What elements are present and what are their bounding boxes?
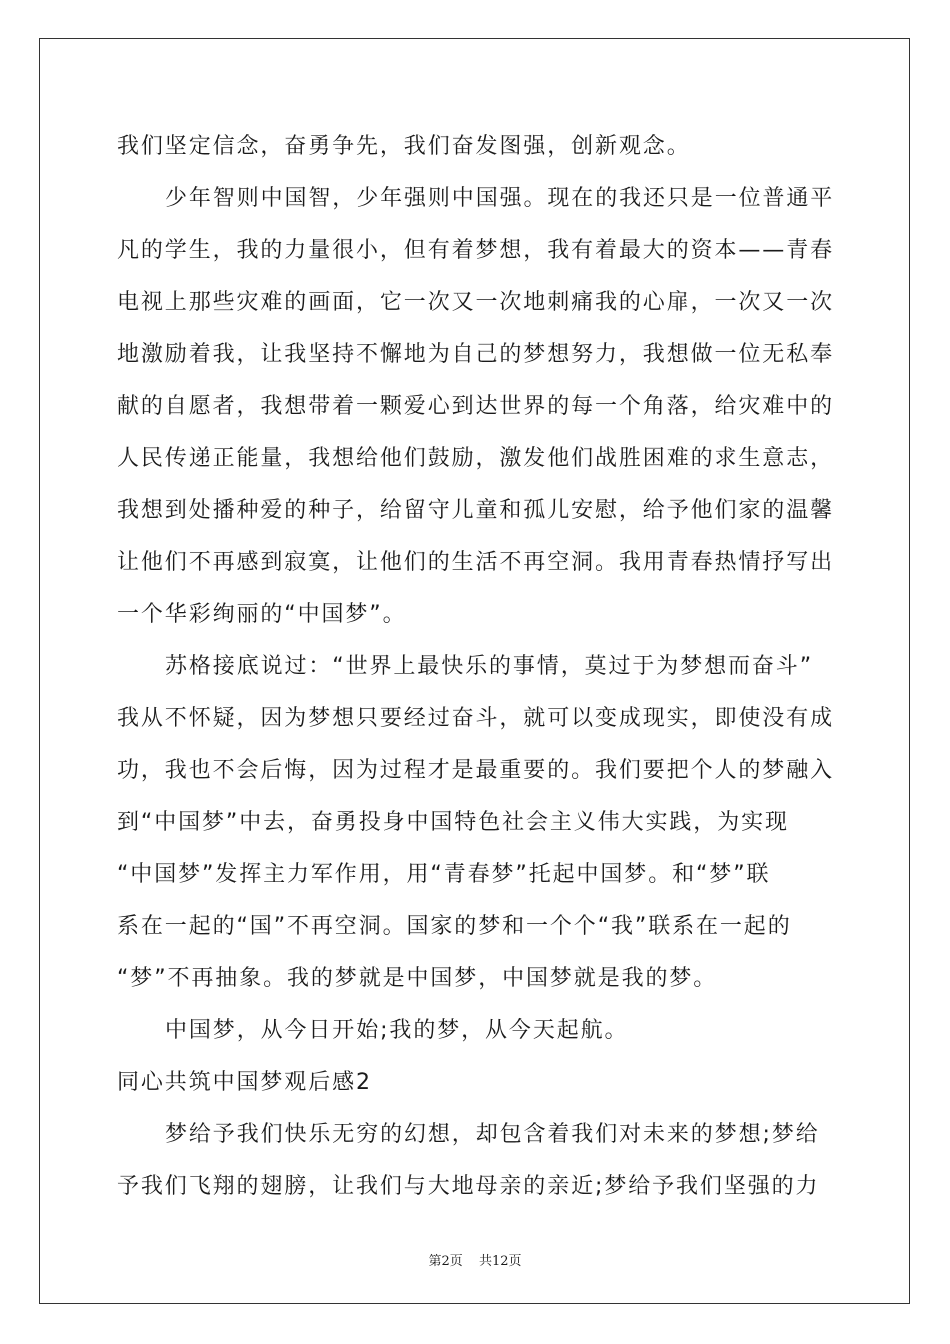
page-footer	[0, 1250, 950, 1269]
section-heading: 同心共筑中国梦观后感2	[117, 1070, 372, 1095]
paragraph-start-line: 梦给予我们快乐无穷的幻想，却包含着我们对未来的梦想;梦给	[165, 1122, 820, 1147]
text-line-14: 到“中国梦”中去，奋勇投身中国特色社会主义伟大实践，为实现	[117, 810, 789, 835]
text-line-9: 让他们不再感到寂寞，让他们的生活不再空洞。我用青春热情抒写出	[117, 550, 835, 575]
text-line-13: 功，我也不会后悔，因为过程才是最重要的。我们要把个人的梦融入	[117, 758, 835, 783]
text-line-1: 我们坚定信念，奋勇争先，我们奋发图强，创新观念。	[117, 134, 691, 159]
text-line-10: 一个华彩绚丽的“中国梦”。	[117, 602, 407, 627]
text-line-15: “中国梦”发挥主力军作用，用“青春梦”托起中国梦。和“梦”联	[117, 862, 771, 887]
text-line-12: 我从不怀疑，因为梦想只要经过奋斗，就可以变成现实，即使没有成	[117, 706, 835, 731]
text-line-7: 人民传递正能量，我想给他们鼓励，激发他们战胜困难的求生意志，	[117, 446, 835, 471]
text-line-5: 地激励着我，让我坚持不懈地为自己的梦想努力，我想做一位无私奉	[117, 342, 835, 367]
page-number: 第2页	[428, 1254, 463, 1269]
text-line-8: 我想到处播种爱的种子，给留守儿童和孤儿安慰，给予他们家的温馨	[117, 498, 835, 523]
text-line-3: 凡的学生，我的力量很小，但有着梦想，我有着最大的资本——青春	[117, 238, 835, 263]
paragraph-start-line: 少年智则中国智，少年强则中国强。现在的我还只是一位普通平	[165, 186, 835, 211]
text-line-17: “梦”不再抽象。我的梦就是中国梦，中国梦就是我的梦。	[117, 966, 718, 991]
paragraph-start-line: 苏格接底说过：“世界上最快乐的事情，莫过于为梦想而奋斗”	[165, 654, 813, 679]
text-line-21: 予我们飞翔的翅膀，让我们与大地母亲的亲近;梦给予我们坚强的力	[117, 1174, 820, 1199]
page-total: 共12页	[478, 1254, 522, 1269]
document-body	[117, 127, 833, 1219]
text-line-16: 系在一起的“国”不再空洞。国家的梦和一个个“我”联系在一起的	[117, 914, 792, 939]
paragraph-start-line: 中国梦，从今日开始;我的梦，从今天起航。	[165, 1018, 629, 1043]
text-line-6: 献的自愿者，我想带着一颗爱心到达世界的每一个角落，给灾难中的	[117, 394, 835, 419]
text-line-4: 电视上那些灾难的画面，它一次又一次地刺痛我的心扉，一次又一次	[117, 290, 835, 315]
